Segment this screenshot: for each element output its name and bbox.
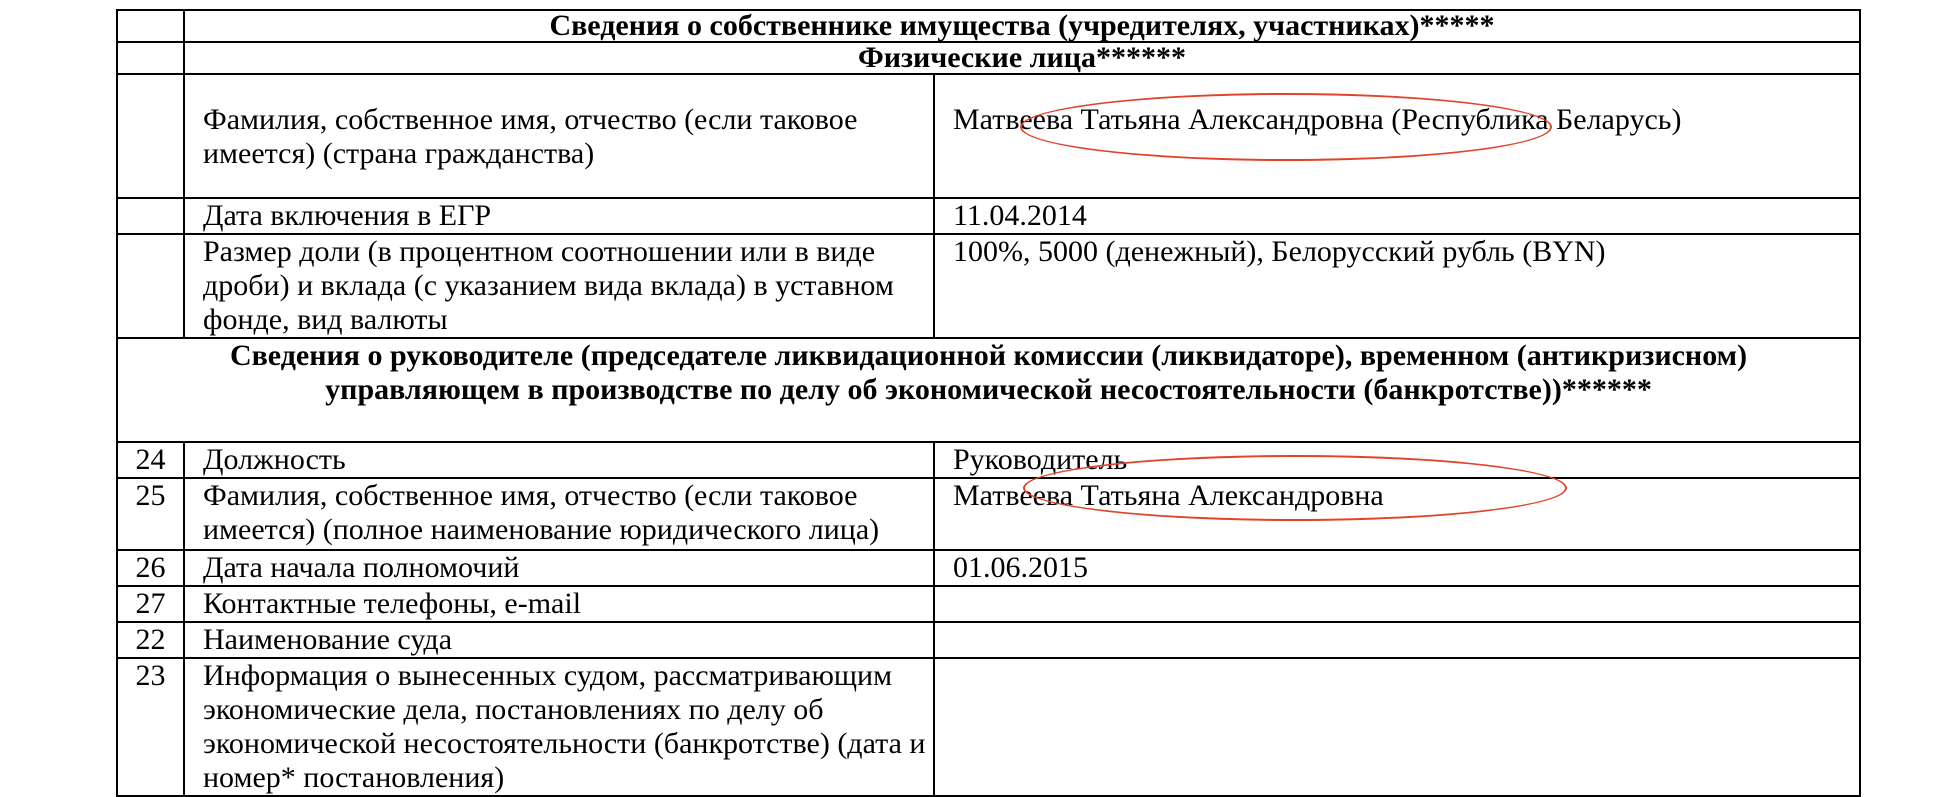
manager-name-value: Матвеева Татьяна Александровна — [934, 478, 1860, 550]
table-row — [117, 478, 1860, 550]
row-value — [934, 622, 1860, 658]
row-number: 27 — [117, 586, 184, 622]
table-row — [117, 550, 1860, 586]
row-number: 22 — [117, 622, 184, 658]
row-label: Фамилия, собственное имя, отчество (если таковое имеется) (страна гражданства) — [184, 74, 934, 198]
table-row — [117, 442, 1860, 478]
row-label: Должность — [184, 442, 934, 478]
row-label: Наименование суда — [184, 622, 934, 658]
empty-num-cell — [117, 198, 184, 234]
empty-num-cell — [117, 74, 184, 198]
row-number: 25 — [117, 478, 184, 550]
row-label: Дата начала полномочий — [184, 550, 934, 586]
row-label: Информация о вынесенных судом, рассматривающим экономические дела, постановлениях по делу об экономической несостоятельности (банкротстве) (дата и номер* постановления) — [184, 658, 934, 796]
empty-num-cell — [117, 10, 184, 42]
row-value: Руководитель — [934, 442, 1860, 478]
row-value: 100%, 5000 (денежный), Белорусский рубль (BYN) — [934, 234, 1860, 338]
row-number: 23 — [117, 658, 184, 796]
owners-subtitle-row — [117, 42, 1860, 74]
row-number: 24 — [117, 442, 184, 478]
owner-name-value: Матвеева Татьяна Александровна (Республика Беларусь) — [934, 74, 1860, 198]
row-value: 11.04.2014 — [934, 198, 1860, 234]
owners-section-title: Сведения о собственнике имущества (учредителях, участниках)***** — [184, 10, 1860, 42]
owners-title-row — [117, 10, 1860, 42]
row-value — [934, 658, 1860, 796]
row-number: 26 — [117, 550, 184, 586]
row-label: Контактные телефоны, e-mail — [184, 586, 934, 622]
manager-title-row — [117, 338, 1860, 442]
table-row — [117, 658, 1860, 796]
table-row — [117, 586, 1860, 622]
registry-extract — [116, 9, 1861, 797]
table-row — [117, 234, 1860, 338]
owners-section-subtitle: Физические лица****** — [184, 42, 1860, 74]
table-row — [117, 198, 1860, 234]
row-label: Размер доли (в процентном соотношении или в виде дроби) и вклада (с указанием вида вклада) в уставном фонде, вид валюты — [184, 234, 934, 338]
row-value: 01.06.2015 — [934, 550, 1860, 586]
table-row — [117, 622, 1860, 658]
table-row — [117, 74, 1860, 198]
manager-section-title: Сведения о руководителе (председателе ликвидационной комиссии (ликвидаторе), временном (антикризисном) управляющем в производстве по делу об экономической несостоятельности (банкротстве))****** — [117, 338, 1860, 442]
row-label: Фамилия, собственное имя, отчество (если таковое имеется) (полное наименование юридического лица) — [184, 478, 934, 550]
row-label: Дата включения в ЕГР — [184, 198, 934, 234]
empty-num-cell — [117, 42, 184, 74]
empty-num-cell — [117, 234, 184, 338]
row-value — [934, 586, 1860, 622]
registry-table — [116, 9, 1861, 797]
